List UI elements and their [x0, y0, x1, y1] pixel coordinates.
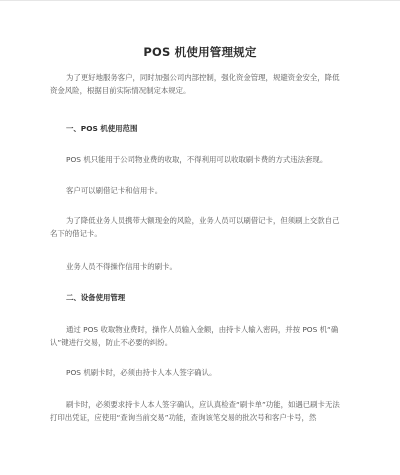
section-heading-1: 一、POS 机使用范围: [66, 124, 138, 133]
paragraph-line: 为了降低业务人员携带大额现金的风险，业务人员可以刷借记卡，但须刷上交款自己: [66, 216, 340, 225]
paragraph-line: 认”键进行交易，防止不必要的纠纷。: [50, 338, 173, 347]
intro-line-2: 资金风险，根据目前实际情况制定本规定。: [50, 86, 191, 95]
page-top-border: [0, 0, 400, 1]
paragraph-line: 业务人员不得操作信用卡的刷卡。: [66, 262, 177, 271]
intro-line-1: 为了更好地服务客户，同时加强公司内部控制，强化资金管理，规避资金安全，降低: [66, 73, 340, 82]
paragraph-line: 通过 POS 收取物业费时，操作人员输入金额，由持卡人输入密码，并按 POS 机“确: [66, 325, 339, 334]
document-title: POS 机使用管理规定: [143, 45, 257, 59]
paragraph-line: 客户可以刷借记卡和信用卡。: [66, 186, 163, 195]
paragraph-line: POS 机刷卡时，必须由持卡人本人签字确认。: [66, 368, 217, 377]
paragraph-line: 刷卡时，必须要求持卡人本人签字确认，应认真检查“刷卡单”功能，如遇已刷卡无法: [66, 400, 340, 409]
paragraph-line: 打印出凭证，应使用“查询当前交易”功能，查询该笔交易的批次号和客户卡号，然: [50, 413, 317, 422]
paragraph-line: POS 机只能用于公司物业费的收取，不得利用可以收取刷卡费的方式违法套现。: [66, 155, 328, 164]
paragraph-line: 名下的借记卡。: [50, 229, 102, 238]
section-heading-2: 二、设备使用管理: [66, 293, 126, 302]
